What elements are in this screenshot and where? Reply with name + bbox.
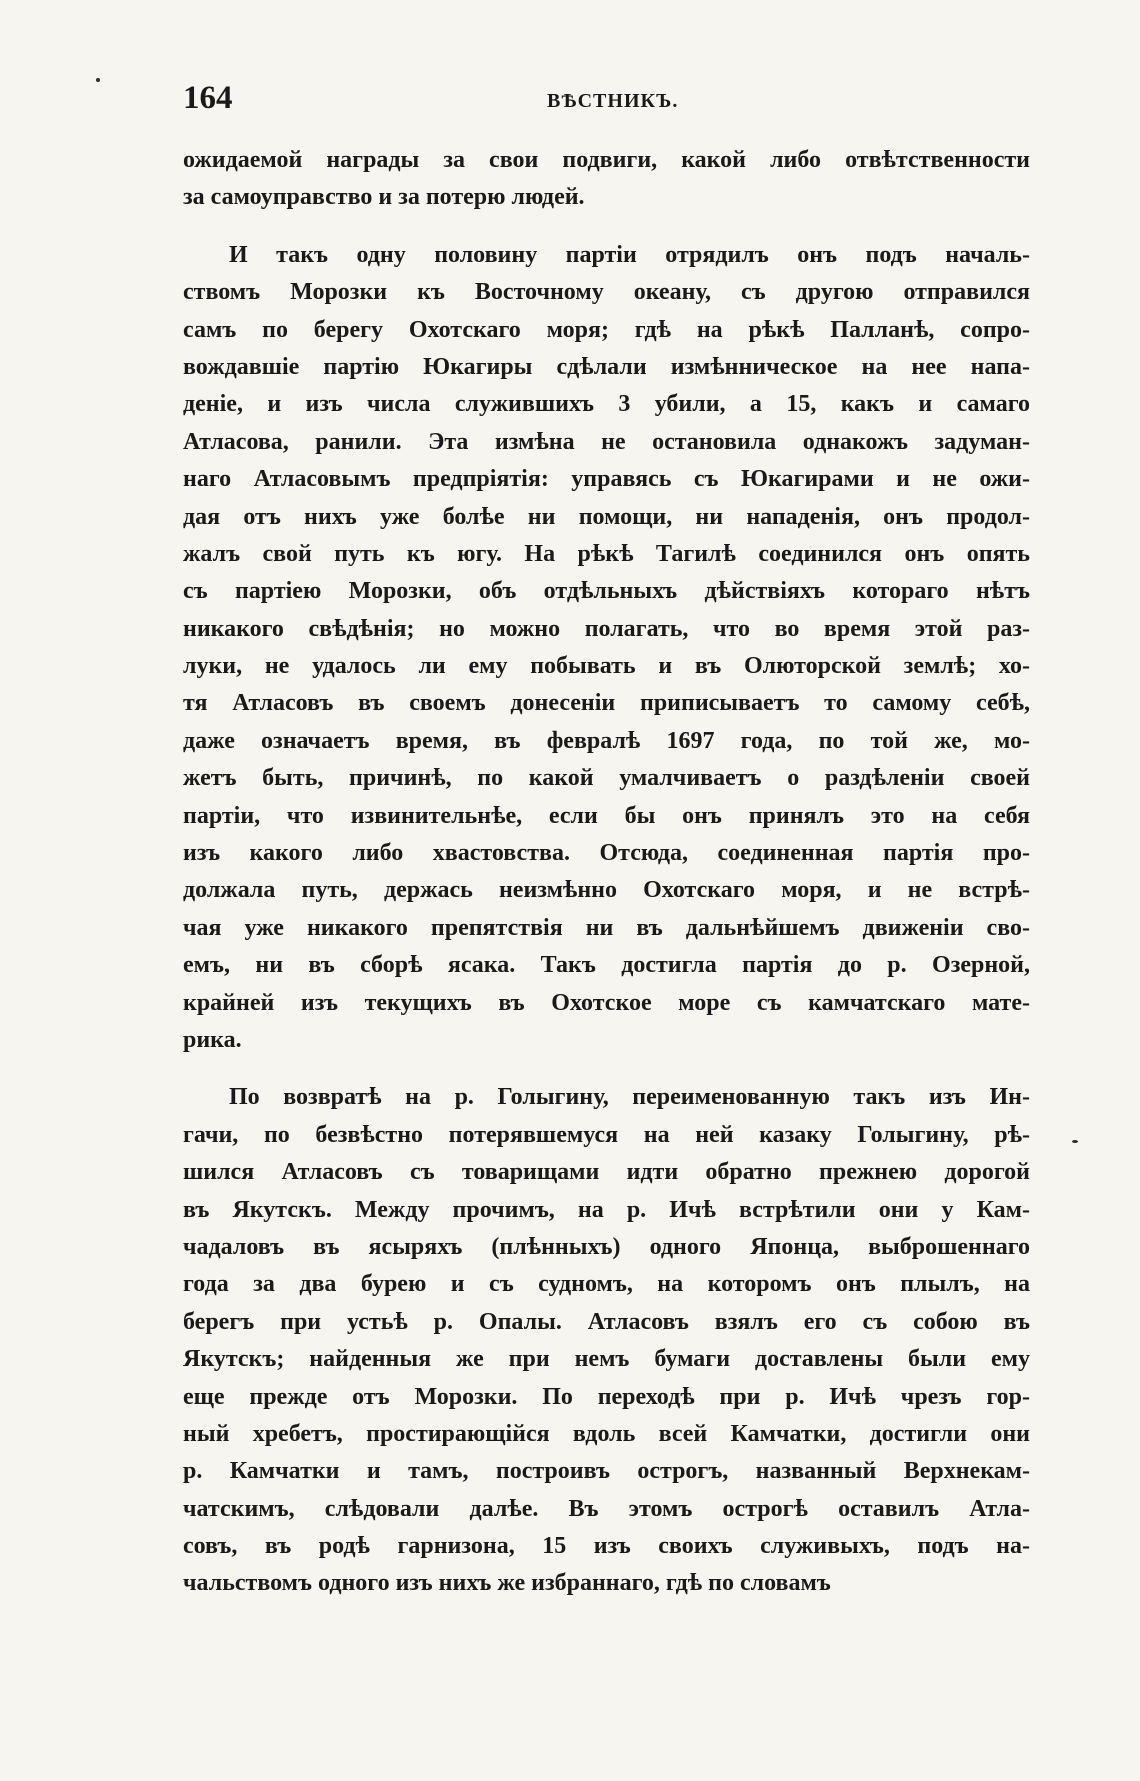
text-line: партіи, что извинительнѣе, если бы онъ принялъ это на себя <box>183 802 1030 829</box>
text-line: должала путь, держась неизмѣнно Охотскаго моря, и не встрѣ- <box>183 877 1030 904</box>
text-line: р. Камчатки и тамъ, построивъ острогъ, названный Верхнекам- <box>183 1458 1030 1485</box>
text-line: И такъ одну половину партіи отрядилъ онъ подъ началь- <box>229 241 1030 268</box>
print-speck <box>1072 1140 1078 1143</box>
text-line: Якутскъ; найденныя же при немъ бумаги доставлены были ему <box>183 1346 1030 1373</box>
text-line: чальствомъ одного изъ нихъ же избраннаго, гдѣ по словамъ <box>183 1570 831 1597</box>
page-header <box>183 80 1030 120</box>
paragraph <box>183 1079 1030 1602</box>
text-line: ожидаемой награды за свои подвиги, какой либо отвѣтственности <box>183 147 1030 173</box>
running-title: ВѢСТНИКЪ. <box>547 90 679 112</box>
text-line: деніе, и изъ числа служившихъ 3 убили, а 15, какъ и самаго <box>183 391 1030 418</box>
print-speck <box>96 78 100 82</box>
text-line: ствомъ Морозки къ Восточному океану, съ другою отправился <box>183 279 1030 306</box>
text-line: года за два бурею и съ судномъ, на которомъ онъ плылъ, на <box>183 1271 1030 1298</box>
text-line: тя Атласовъ въ своемъ донесеніи приписываетъ то самому себѣ, <box>183 690 1030 717</box>
text-line: дая отъ нихъ уже болѣе ни помощи, ни нападенія, онъ продол- <box>183 503 1030 530</box>
text-line: По возвратѣ на р. Голыгину, переименованную такъ изъ Ин- <box>229 1084 1030 1111</box>
text-line: вождавшіе партію Юкагиры сдѣлали измѣнническое на нее напа- <box>183 353 1030 380</box>
paragraph <box>183 237 1030 1060</box>
text-line: никакого свѣдѣнія; но можно полагать, что во время этой раз- <box>183 615 1030 642</box>
text-line: даже означаетъ время, въ февралѣ 1697 года, по той же, мо- <box>183 727 1030 754</box>
body-text <box>183 142 1030 1603</box>
text-line: шился Атласовъ съ товарищами идти обратно прежнею дорогой <box>183 1159 1030 1186</box>
text-line: жетъ быть, причинѣ, по какой умалчиваетъ о раздѣленіи своей <box>183 765 1030 792</box>
text-line: берегъ при устьѣ р. Опалы. Атласовъ взялъ его съ собою въ <box>183 1308 1030 1335</box>
text-line: жалъ свой путь къ югу. На рѣкѣ Тагилѣ соединился онъ опять <box>183 540 1030 567</box>
page-number: 164 <box>183 80 233 116</box>
text-line: чатскимъ, слѣдовали далѣе. Въ этомъ острогѣ оставилъ Атла- <box>183 1495 1030 1522</box>
text-line: въ Якутскъ. Между прочимъ, на р. Ичѣ встрѣтили они у Кам- <box>183 1196 1030 1223</box>
text-line: крайней изъ текущихъ въ Охотское море съ камчатскаго мате- <box>183 989 1030 1016</box>
paragraph <box>183 142 1030 217</box>
text-line: изъ какого либо хвастовства. Отсюда, соединенная партія про- <box>183 840 1030 867</box>
text-line: емъ, ни въ сборѣ ясака. Такъ достигла партія до р. Озерной, <box>183 952 1030 979</box>
text-line: луки, не удалось ли ему побывать и въ Олюторской землѣ; хо- <box>183 653 1030 680</box>
text-line: чадаловъ въ ясыряхъ (плѣнныхъ) одного Японца, выброшеннаго <box>183 1233 1030 1260</box>
text-line: за самоуправство и за потерю людей. <box>183 184 585 211</box>
text-line: самъ по берегу Охотскаго моря; гдѣ на рѣкѣ Палланѣ, сопро- <box>183 316 1030 343</box>
text-line: рика. <box>183 1026 242 1053</box>
text-line: ный хребетъ, простирающійся вдоль всей Камчатки, достигли они <box>183 1420 1030 1447</box>
text-line: гачи, по безвѣстно потерявшемуся на ней казаку Голыгину, рѣ- <box>183 1121 1030 1148</box>
text-line: еще прежде отъ Морозки. По переходѣ при р. Ичѣ чрезъ гор- <box>183 1383 1030 1410</box>
text-line: чая уже никакого препятствія ни въ дальнѣйшемъ движеніи сво- <box>183 914 1030 941</box>
text-line: совъ, въ родѣ гарнизона, 15 изъ своихъ служивыхъ, подъ на- <box>183 1533 1030 1560</box>
text-line: наго Атласовымъ предпріятія: управясь съ Юкагирами и не ожи- <box>183 466 1030 493</box>
text-line: съ партіею Морозки, объ отдѣльныхъ дѣйствіяхъ котораго нѣтъ <box>183 578 1030 605</box>
text-line: Атласова, ранили. Эта измѣна не остановила однакожъ задуман- <box>183 428 1030 455</box>
